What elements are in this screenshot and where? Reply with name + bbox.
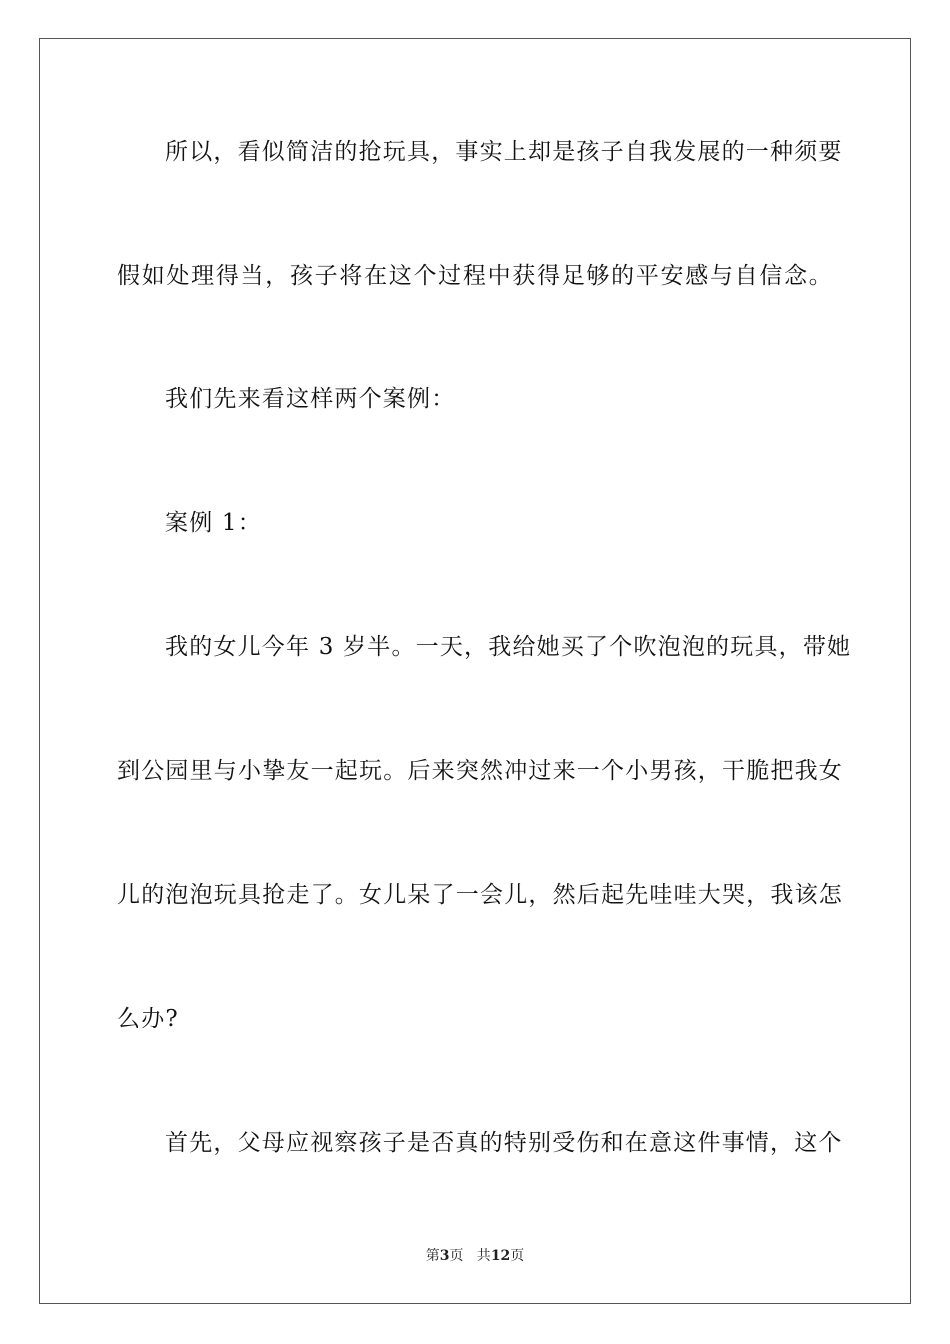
page-frame [39, 38, 911, 1304]
paragraph-line: 所以，看似简洁的抢玩具，事实上却是孩子自我发展的一种须要 [165, 139, 843, 165]
paragraph-line: 首先，父母应视察孩子是否真的特别受伤和在意这件事情，这个 [165, 1130, 843, 1156]
paragraph-line: 我的女儿今年 3 岁半。一天，我给她买了个吹泡泡的玩具，带她 [165, 634, 852, 660]
paragraph-line: 我们先来看这样两个案例： [165, 386, 456, 412]
paragraph-line: 案例 1： [165, 510, 262, 536]
footer-page-current: 3 [439, 1248, 450, 1264]
page-footer [0, 1247, 950, 1265]
paragraph-line: 到公园里与小挚友一起玩。后来突然冲过来一个小男孩，干脆把我女 [117, 758, 843, 784]
footer-page-total: 12 [490, 1248, 511, 1264]
footer-suffix: 页 [510, 1248, 525, 1264]
footer-prefix: 第 [425, 1248, 440, 1264]
footer-mid: 页 共 [449, 1248, 491, 1264]
paragraph-line: 么办? [117, 1006, 179, 1032]
paragraph-line: 儿的泡泡玩具抢走了。女儿呆了一会儿，然后起先哇哇大哭，我该怎 [117, 882, 843, 908]
paragraph-line: 假如处理得当，孩子将在这个过程中获得足够的平安感与自信念。 [117, 263, 833, 289]
